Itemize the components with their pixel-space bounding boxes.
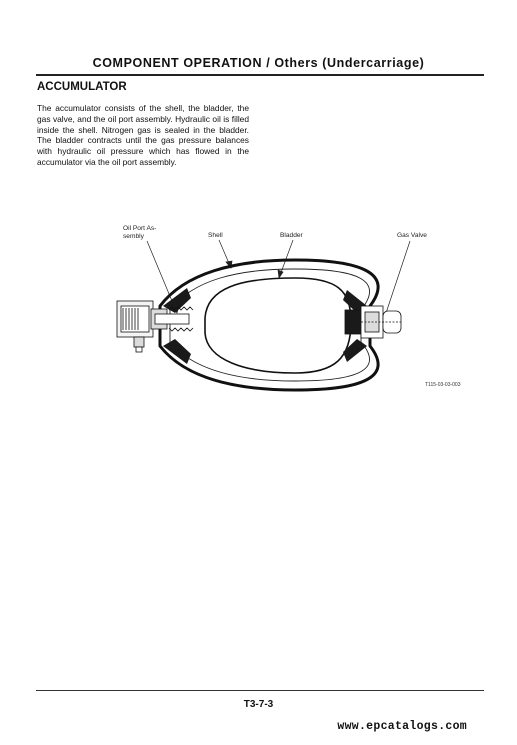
section-title: ACCUMULATOR: [37, 81, 127, 93]
figure-code: T115-03-03-003: [425, 382, 461, 388]
label-oil-port-line1: Oil Port As-: [123, 225, 157, 232]
bladder: [205, 278, 351, 373]
page-number: T3-7-3: [243, 699, 274, 710]
watermark-text: www.epcatalogs.com: [337, 720, 467, 733]
label-shell: Shell: [208, 232, 223, 239]
header-rule: [36, 74, 484, 76]
oil-port-assembly: [117, 301, 193, 352]
gas-valve: [345, 306, 401, 338]
label-oil-port-line2: sembly: [123, 233, 144, 240]
accumulator-diagram: [95, 218, 495, 398]
label-gas-valve: Gas Valve: [397, 232, 427, 239]
label-bladder: Bladder: [280, 232, 303, 239]
footer-rule: [36, 690, 484, 691]
body-paragraph: The accumulator consists of the shell, the bladder, the gas valve, and the oil port assembly. Hydraulic oil is filled inside the shell. Nitrogen gas is sealed in the bladder. The bladder contracts until the gas pressure balances with hydraulic oil pressure which has flowed in the accumulator via the oil port assembly.: [37, 103, 249, 167]
page-header-title: COMPONENT OPERATION / Others (Undercarriage): [92, 56, 425, 70]
